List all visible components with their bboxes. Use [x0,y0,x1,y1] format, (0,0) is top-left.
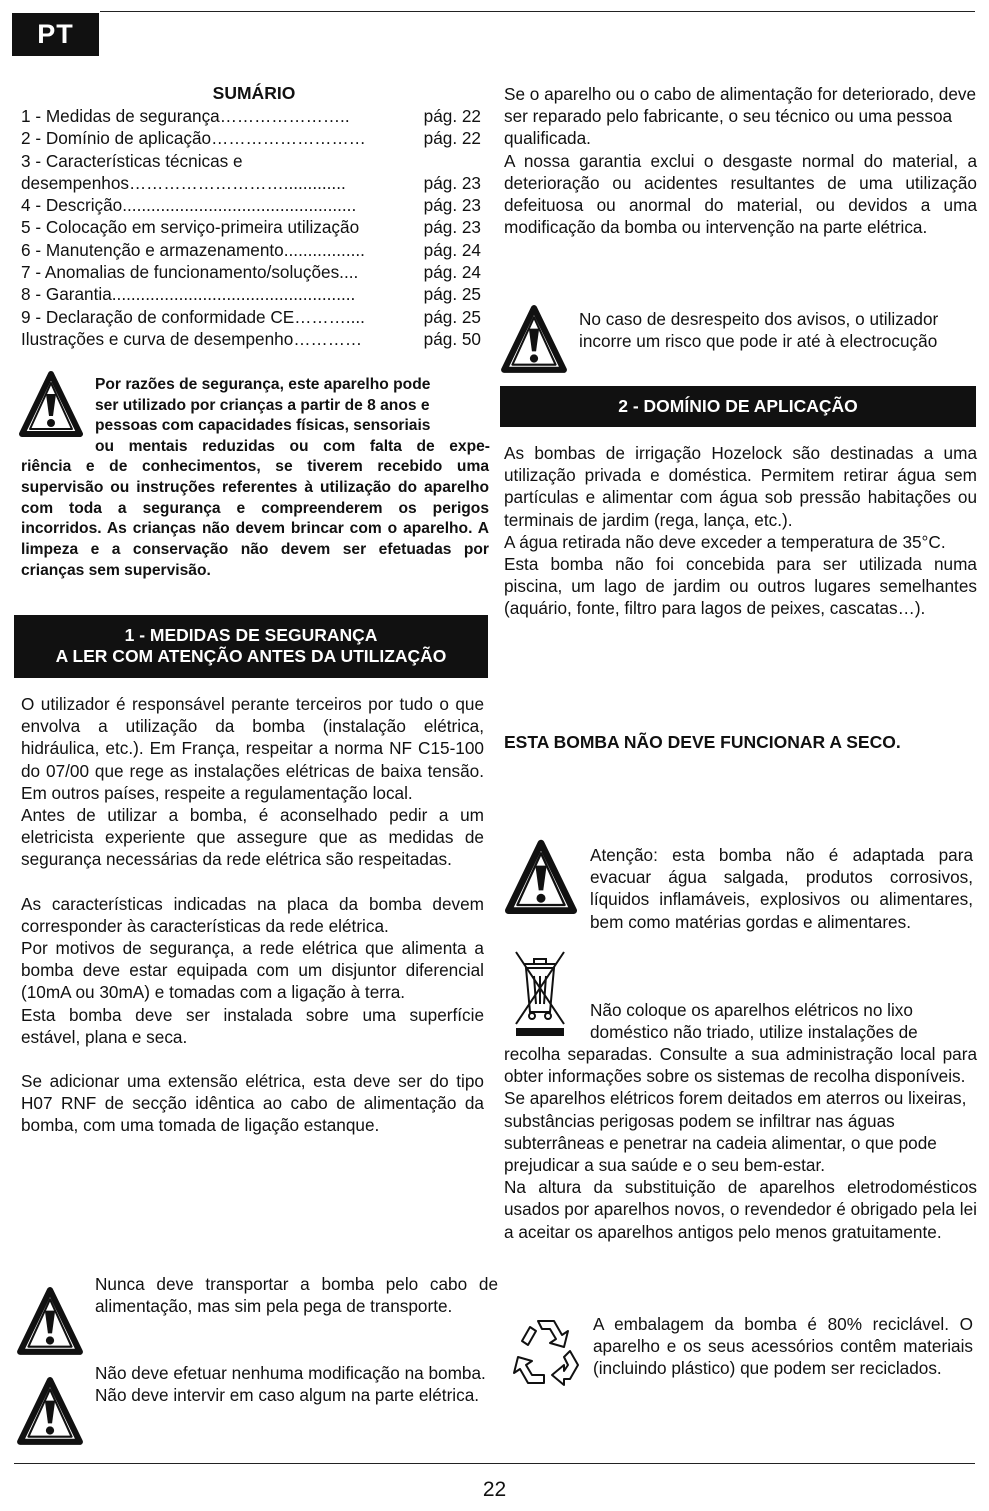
toc-item-title: 1 - Medidas de segurança [21,106,220,126]
toc-item-leader: ……………………… [211,128,366,149]
weee-text-intro: Não coloque os aparelhos elétricos no lixo doméstico não triado, utilize instalações de [590,1000,918,1043]
warning-icon [19,370,83,440]
toc-item [21,172,481,194]
warning-icon [17,1376,83,1448]
children-warning-line: ou mentais reduzidas ou com falta de expe- [95,437,490,455]
children-warning-line: Por razões de segurança, este aparelho pode [95,376,431,393]
toc-item-leader [359,216,419,238]
table-of-contents [21,105,481,350]
weee-section [504,1043,977,1243]
paragraph: Por motivos de segurança, a rede elétrica que alimenta a bomba deve estar equipada com um disjuntor diferencial (10mA ou 30mA) e tomadas com a ligação à terra. [21,938,484,1003]
toc-item-title: 4 - Descrição [21,195,123,216]
paragraph: A água retirada não deve exceder a temperatura de 35°C. [504,531,946,552]
language-badge: PT [12,13,99,56]
warning-icon [500,304,568,376]
toc-item-leader: ................................................... [111,284,356,305]
toc-item-page: pág. 24 [423,239,481,260]
toc-item [21,261,481,283]
toc-item [21,127,481,149]
paragraph: Se aparelhos elétricos forem deitados em aterros ou lixeiras, substâncias perigosas podem se infiltrar nas águas subterrâneas e penetrar na cadeia alimentar, o que pode prejudicar a sua saúde e o seu bem-estar. [504,1088,967,1176]
section-1-body [21,693,484,1137]
page-number: 22 [482,1478,507,1501]
toc-item [21,328,481,350]
section-2-body [504,442,977,620]
toc-item-leader: ................................................. [122,195,357,216]
toc-item-leader: ……….... [294,306,365,327]
header-rule [100,11,975,12]
section-1-subtitle: A LER COM ATENÇÃO ANTES DA UTILIZAÇÃO [55,646,447,666]
toc-item [21,216,481,238]
toc-item-title: 8 - Garantia [21,284,112,305]
toc-item-leader: ………… [293,328,363,349]
section-1-title: 1 - MEDIDAS DE SEGURANÇA [124,625,378,645]
toc-item-title: desempenhos [21,172,129,193]
section-1-heading [14,615,488,678]
toc-item-leader: ………………….. [219,106,350,126]
toc-item-page: pág. 24 [423,262,481,283]
electrocution-warning-text: No caso de desrespeito dos avisos, o utilizador incorre um risco que pode ir até à electrocução [579,309,939,352]
toc-item-title: Ilustrações e curva de desempenho [21,328,294,349]
children-warning-text: riência e de conhecimentos, se tiverem recebido uma supervisão ou instruções referentes à utilização do aparelho com toda a segurança e compreenderem os perigos incorridos. As crianças não devem brincar com o aparelho. A limpeza e a conservação não devem ser efetuadas por crianças sem supervisão. [21,458,489,579]
paragraph: As características indicadas na placa da bomba devem corresponder às características da rede elétrica. [21,893,484,936]
toc-item [21,306,481,328]
children-warning-intro [95,375,490,457]
toc-item-page [477,150,481,172]
toc-item [21,239,481,261]
toc-item-page: pág. 50 [423,328,481,349]
toc-item-page: pág. 23 [423,172,481,193]
toc-item-page: pág. 23 [423,217,481,238]
toc-item-leader: ………………………............. [128,172,346,193]
children-warning-line: pessoas com capacidades físicas, sensoriais [95,417,431,434]
warning-icon [505,838,577,918]
recycle-icon [508,1313,584,1389]
right-intro [504,83,977,238]
crossed-bin-icon [510,946,570,1038]
modification-warning-text: Não deve efetuar nenhuma modificação na bomba. Não deve intervir em caso algum na parte elétrica. [95,1363,486,1406]
warning-icon [17,1286,83,1358]
cable-warning-text: Nunca deve transportar a bomba pelo cabo de alimentação, mas sim pela pega de transporte. [95,1274,498,1317]
section-2-heading: 2 - DOMÍNIO DE APLICAÇÃO [500,386,976,427]
toc-item-title: 3 - Características técnicas e [21,150,243,171]
toc-item-title: 9 - Declaração de conformidade CE [21,306,295,327]
children-warning-line: ser utilizado por crianças a partir de 8 anos e [95,396,430,414]
paragraph: Esta bomba deve ser instalada sobre uma superfície estável, plana e seca. [21,1004,484,1047]
paragraph: O utilizador é responsável perante terceiros por tudo o que envolva a utilização da bomba (instalação elétrica, hidráulica, etc.). Em França, respeitar a norma NF C15-100 do 07/00 que rege as instalações elétricas de baixa tensão. Em outros países, respeite a regulamentação local. [21,694,484,803]
toc-item [21,194,481,216]
recycling-text: A embalagem da bomba é 80% reciclável. O aparelho e os seus acessórios contêm materiais (incluindo plástico) que podem ser reciclados. [593,1314,973,1379]
toc-item-page: pág. 22 [423,128,481,149]
paragraph: As bombas de irrigação Hozelock são destinadas a uma utilização privada e doméstica. Permitem retirar água sem partículas e alimentar com água sob pressão habitações ou terminais de jardim (rega, lança, etc.). [504,443,977,530]
toc-item-title: 7 - Anomalias de funcionamento/soluções [21,262,340,283]
attention-text: Atenção: esta bomba não é adaptada para evacuar água salgada, produtos corrosivos, líquidos inflamáveis, explosivos ou alimentares, bem como matérias gordas e alimentares. [590,845,973,932]
paragraph: Se o aparelho ou o cabo de alimentação for deteriorado, deve ser reparado pelo fabricante, o seu técnico ou uma pessoa qualificada. [504,84,977,149]
toc-item-title: 2 - Domínio de aplicação [21,128,212,149]
paragraph: recolha separadas. Consulte a sua administração local para obter informações sobre os sistemas de recolha disponíveis. [504,1044,977,1087]
toc-item [21,150,481,172]
toc-item [21,105,481,127]
paragraph: Esta bomba não foi concebida para ser utilizada numa piscina, um lago de jardim ou outros lugares semelhantes (aquário, fonte, filtro para lagos de peixes, cascatas…). [504,554,977,619]
toc-item-title: 6 - Manutenção e armazenamento [21,239,284,260]
toc-title: SUMÁRIO [212,83,296,103]
paragraph: Na altura da substituição de aparelhos eletrodomésticos usados por aparelhos novos, o revendedor é obrigado pela lei a aceitar os aparelhos antigos pelo menos gratuitamente. [504,1177,977,1242]
toc-item-page: pág. 25 [423,284,481,305]
toc-item-leader [243,150,477,172]
footer-rule [14,1463,975,1464]
toc-item-page: pág. 25 [423,306,481,327]
toc-item-title: 5 - Colocação em serviço-primeira utilização [21,217,360,238]
toc-item-page: pág. 23 [423,195,481,216]
paragraph: A nossa garantia exclui o desgaste normal do material, a deterioração ou acidentes resultantes de uma utilização defeituosa ou anormal do material, ou devidos a uma modificação da bomba ou intervenção na parte elétrica. [504,150,977,238]
dry-run-warning: ESTA BOMBA NÃO DEVE FUNCIONAR A SECO. [504,732,901,752]
toc-item-leader: ................. [283,239,365,260]
toc-item-page: pág. 22 [423,106,481,126]
paragraph: Se adicionar uma extensão elétrica, esta deve ser do tipo H07 RNF de secção idêntica ao cabo de alimentação da bomba, com uma tomada de ligação estanque. [21,1071,484,1136]
paragraph: Antes de utilizar a bomba, é aconselhado pedir a um eletricista experiente que assegure que as medidas de segurança necessárias da rede elétrica são respeitadas. [21,805,484,870]
toc-item-leader: .... [339,262,359,283]
toc-item [21,283,481,305]
